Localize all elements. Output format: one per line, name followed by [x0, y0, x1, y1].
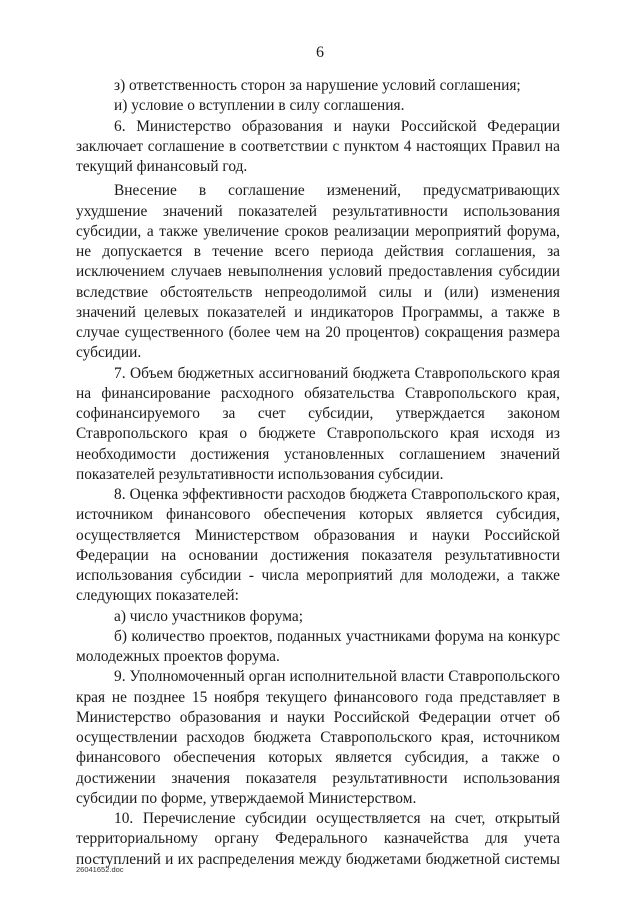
paragraph-6-amendments: Внесение в соглашение изменений, предусматривающих ухудшение значений показателей результативности использования субсидии, а также увеличение сроков реализации мероприятий форума, не допускается в течение всего периода действия соглашения, за исключением случаев невыполнения условий предоставления субсидии вследствие обстоятельств непреодолимой силы и (или) изменения значений целевых показателей и индикаторов Программы, а также в случае существенного (более чем на 20 процентов) сокращения размера субсидии.	[76, 182, 560, 362]
page-number: 6	[316, 44, 324, 61]
paragraph-7: 7. Объем бюджетных ассигнований бюджета Ставропольского края на финансирование расходного обязательства Ставропольского края, софинансируемого за счет субсидии, утверждается законом Ставропольского края о бюджете Ставропольского края исходя из необходимости достижения установленных соглашением значений показателей результативности использования субсидии.	[76, 364, 560, 483]
footer-file-name: 26041652.doc	[76, 865, 124, 874]
paragraph-6: 6. Министерство образования и науки Российской Федерации заключает соглашение в соответствии с пунктом 4 настоящих Правил на текущий финансовый год.	[76, 117, 560, 175]
paragraph-8: 8. Оценка эффективности расходов бюджета Ставропольского края, источником финансового обеспечения которых является субсидия, осуществляется Министерством образования и науки Российской Федерации на основании достижения показателя результативности использования субсидии - числа мероприятий для молодежи, а также следующих показателей:	[76, 486, 560, 605]
paragraph-9: 9. Уполномоченный орган исполнительной власти Ставропольского края не позднее 15 ноября текущего финансового года представляет в Министерство образования и науки Российской Федерации отчет об осуществлении расходов бюджета Ставропольского края, источником финансового обеспечения которых является субсидия, а также о достижении значения показателя результативности использования субсидии по форме, утверждаемой Министерством.	[76, 668, 560, 807]
paragraph-10: 10. Перечисление субсидии осуществляется на счет, открытый территориальному органу Федерального казначейства для учета поступлений и их распределения между бюджетами бюджетной системы	[76, 810, 560, 868]
paragraph-8-item-a: а) число участников форума;	[114, 607, 304, 625]
paragraph-clause-z: з) ответственность сторон за нарушение условий соглашения;	[114, 77, 521, 94]
paragraph-8-item-b: б) количество проектов, поданных участниками форума на конкурс молодежных проектов форума.	[76, 627, 560, 665]
document-body	[76, 76, 560, 870]
paragraph-clause-i: и) условие о вступлении в силу соглашения.	[114, 97, 405, 115]
